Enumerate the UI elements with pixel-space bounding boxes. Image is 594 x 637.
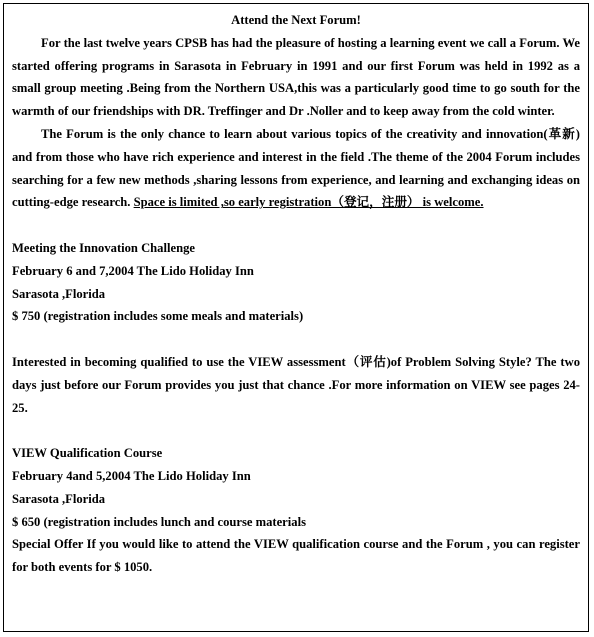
notice-title: Attend the Next Forum! <box>231 13 361 27</box>
event1-dates: February 6 and 7,2004 The Lido Holiday Inn <box>12 263 254 278</box>
event1-location: Sarasota ,Florida <box>12 286 106 301</box>
event2-dates: February 4and 5,2004 The Lido Holiday Inn <box>12 468 251 483</box>
special-offer: Special Offer If you would like to attend the VIEW qualification course and the Forum , you can register for both events for $ 1050. <box>12 537 580 575</box>
forum-notice <box>3 3 589 632</box>
forum-paragraph-text: The Forum is the only chance to learn about various topics of the creativity and innovation(革新) and from those who have rich experience and interest in the field .The theme of the 2004 Forum includes searching for a few new methods ,sharing lessons from experience, and learning and exchanging ideas on cutting-edge research. <box>12 126 580 210</box>
registration-note: Space is limited ,so early registration（登记，注册） is welcome. <box>133 195 484 210</box>
event2-name: VIEW Qualification Course <box>12 446 163 461</box>
forum-paragraph <box>12 123 580 214</box>
spacer <box>12 328 580 351</box>
intro-paragraph: For the last twelve years CPSB has had the pleasure of hosting a learning event we call a Forum. We started offering programs in Sarasota in February in 1991 and our first Forum was held in 1992 as a small group meeting .Being from the Northern USA,this was a particularly good time to go south for the warmth of our friendships with DR. Treffinger and Dr .Noller and to keep away from the cold winter. <box>12 35 580 119</box>
event1-price: $ 750 (registration includes some meals and materials) <box>12 309 304 324</box>
event2-location: Sarasota ,Florida <box>12 491 106 506</box>
spacer <box>12 214 580 237</box>
event2-price: $ 650 (registration includes lunch and course materials <box>12 514 306 529</box>
spacer <box>12 419 580 442</box>
event1-name: Meeting the Innovation Challenge <box>12 240 195 255</box>
view-paragraph: Interested in becoming qualified to use the VIEW assessment（评估)of Problem Solving Style? The two days just before our Forum provides you just that chance .For more information on VIEW see pages 24-25. <box>12 354 580 415</box>
